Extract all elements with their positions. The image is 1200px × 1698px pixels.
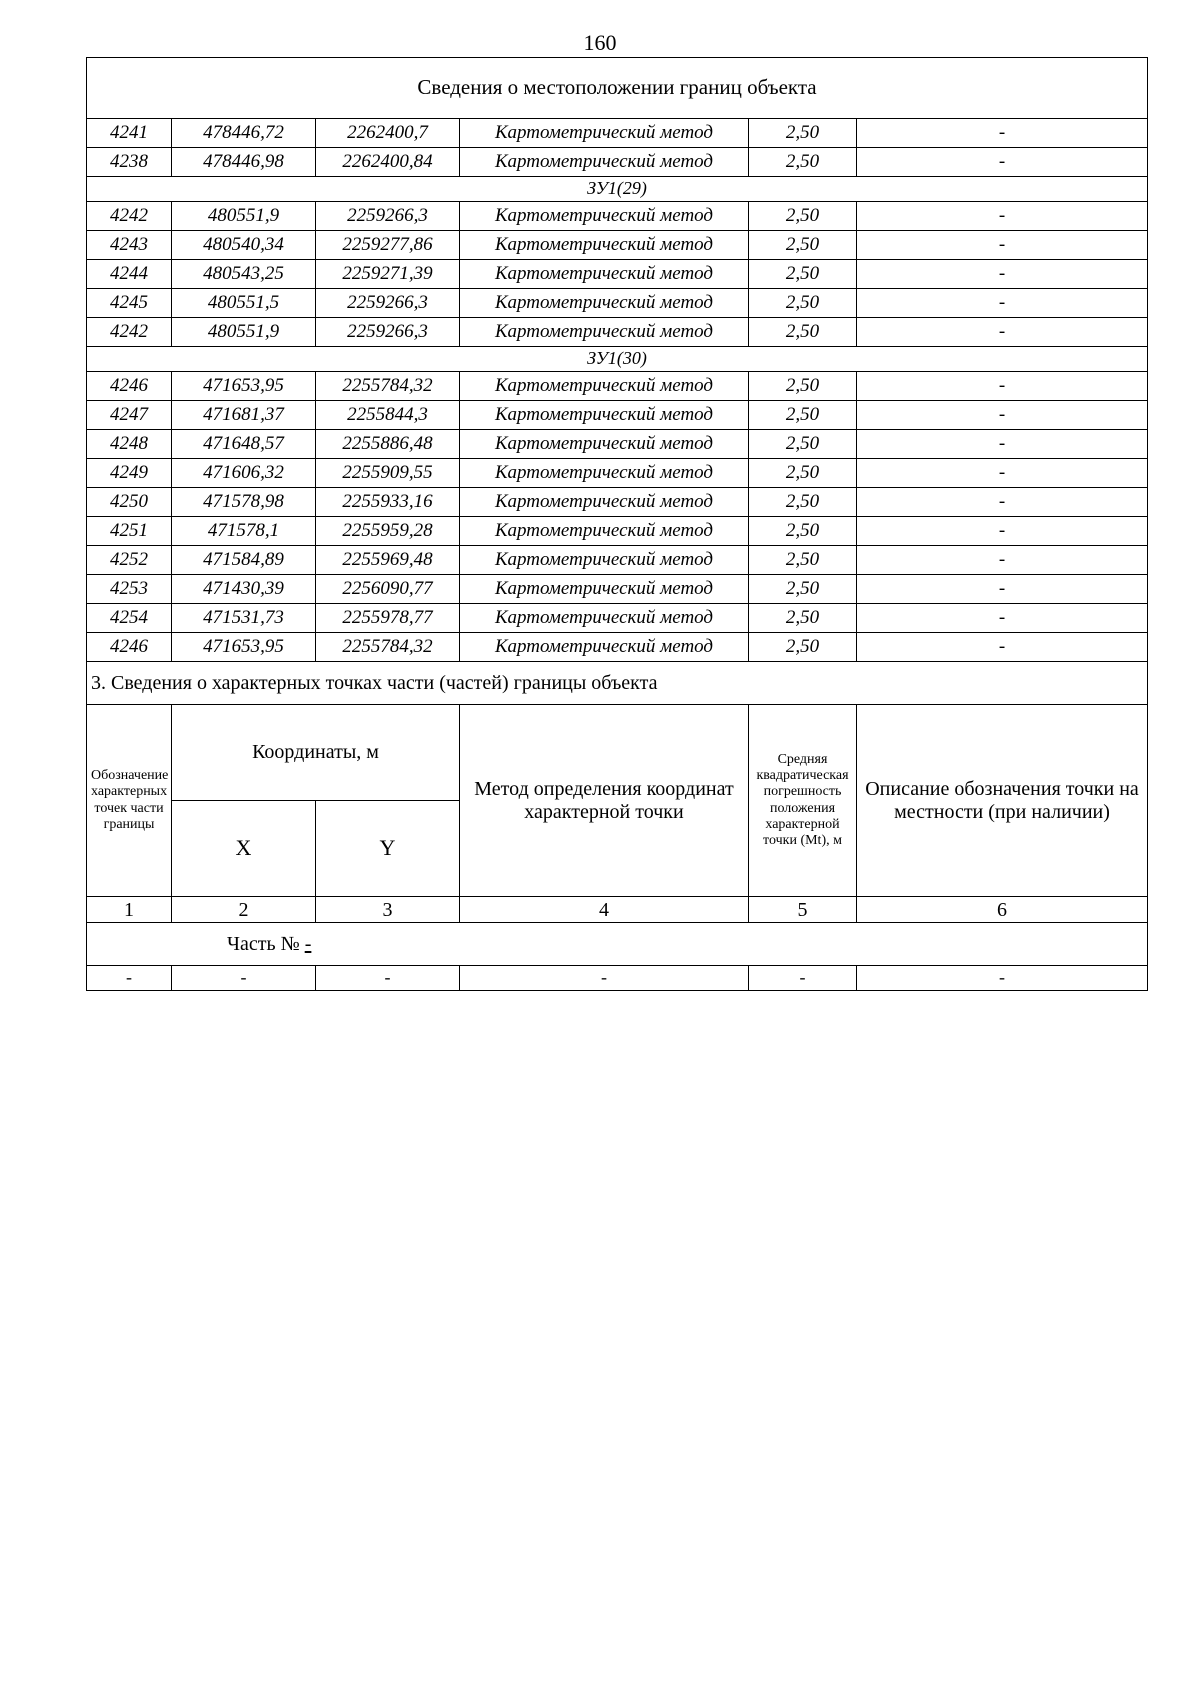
method: Картометрический метод <box>460 148 749 177</box>
method: Картометрический метод <box>460 430 749 459</box>
x-coordinate: 471681,37 <box>172 401 316 430</box>
description: - <box>857 318 1148 347</box>
description: - <box>857 119 1148 148</box>
boundary-table <box>86 57 1148 991</box>
method: Картометрический метод <box>460 604 749 633</box>
error-value: 2,50 <box>749 289 857 318</box>
table-title-row <box>87 58 1148 119</box>
y-coordinate: 2255978,77 <box>316 604 460 633</box>
description: - <box>857 459 1148 488</box>
part-value: - <box>304 933 312 955</box>
section3-title: 3. Сведения о характерных точках части (частей) границы объекта <box>87 662 1148 705</box>
error-value: 2,50 <box>749 148 857 177</box>
x-coordinate: 471430,39 <box>172 575 316 604</box>
error-value: 2,50 <box>749 318 857 347</box>
method: Картометрический метод <box>460 517 749 546</box>
table-title: Сведения о местоположении границ объекта <box>87 58 1148 119</box>
x-coordinate: 471531,73 <box>172 604 316 633</box>
method: Картометрический метод <box>460 575 749 604</box>
section3-title-row <box>87 662 1148 705</box>
error-value: 2,50 <box>749 119 857 148</box>
y-coordinate: 2259266,3 <box>316 202 460 231</box>
column-number: 2 <box>172 897 316 923</box>
method: Картометрический метод <box>460 231 749 260</box>
table-row <box>87 401 1148 430</box>
method: Картометрический метод <box>460 633 749 662</box>
table-row <box>87 633 1148 662</box>
description: - <box>857 546 1148 575</box>
empty-data-row <box>87 966 1148 991</box>
description: - <box>857 289 1148 318</box>
description: - <box>857 260 1148 289</box>
y-coordinate: 2259277,86 <box>316 231 460 260</box>
table-row <box>87 604 1148 633</box>
y-coordinate: 2255909,55 <box>316 459 460 488</box>
method: Картометрический метод <box>460 488 749 517</box>
method: Картометрический метод <box>460 202 749 231</box>
group-label-row <box>87 177 1148 202</box>
column-number: 4 <box>460 897 749 923</box>
y-coordinate: 2259271,39 <box>316 260 460 289</box>
description: - <box>857 401 1148 430</box>
description: - <box>857 372 1148 401</box>
empty-cell: - <box>172 966 316 991</box>
y-coordinate: 2255844,3 <box>316 401 460 430</box>
table-row <box>87 289 1148 318</box>
method: Картометрический метод <box>460 260 749 289</box>
table-row <box>87 260 1148 289</box>
error-value: 2,50 <box>749 430 857 459</box>
x-coordinate: 471606,32 <box>172 459 316 488</box>
point-id: 4241 <box>87 119 172 148</box>
group-label: ЗУ1(30) <box>87 347 1148 372</box>
x-coordinate: 471653,95 <box>172 633 316 662</box>
column-number: 1 <box>87 897 172 923</box>
method: Картометрический метод <box>460 119 749 148</box>
description: - <box>857 517 1148 546</box>
error-value: 2,50 <box>749 517 857 546</box>
method: Картометрический метод <box>460 401 749 430</box>
error-value: 2,50 <box>749 202 857 231</box>
x-coordinate: 478446,98 <box>172 148 316 177</box>
table-row <box>87 546 1148 575</box>
y-coordinate: 2262400,7 <box>316 119 460 148</box>
point-id: 4247 <box>87 401 172 430</box>
x-coordinate: 480551,5 <box>172 289 316 318</box>
method: Картометрический метод <box>460 546 749 575</box>
y-coordinate: 2255886,48 <box>316 430 460 459</box>
point-id: 4238 <box>87 148 172 177</box>
error-value: 2,50 <box>749 231 857 260</box>
point-id: 4250 <box>87 488 172 517</box>
point-id: 4244 <box>87 260 172 289</box>
point-id: 4242 <box>87 318 172 347</box>
column-number: 5 <box>749 897 857 923</box>
error-value: 2,50 <box>749 488 857 517</box>
point-id: 4245 <box>87 289 172 318</box>
y-coordinate: 2256090,77 <box>316 575 460 604</box>
point-id: 4248 <box>87 430 172 459</box>
x-coordinate: 480551,9 <box>172 202 316 231</box>
table-row <box>87 517 1148 546</box>
x-coordinate: 480543,25 <box>172 260 316 289</box>
header-coordinates: Координаты, м <box>172 705 460 801</box>
point-id: 4254 <box>87 604 172 633</box>
error-value: 2,50 <box>749 260 857 289</box>
x-coordinate: 471578,1 <box>172 517 316 546</box>
empty-cell: - <box>749 966 857 991</box>
point-id: 4246 <box>87 633 172 662</box>
table-row <box>87 488 1148 517</box>
group-label-row <box>87 347 1148 372</box>
column-number: 3 <box>316 897 460 923</box>
x-coordinate: 471578,98 <box>172 488 316 517</box>
y-coordinate: 2255784,32 <box>316 633 460 662</box>
table-row <box>87 231 1148 260</box>
page-number: 160 <box>583 30 617 55</box>
y-coordinate: 2255959,28 <box>316 517 460 546</box>
description: - <box>857 148 1148 177</box>
table-row <box>87 430 1148 459</box>
error-value: 2,50 <box>749 604 857 633</box>
description: - <box>857 231 1148 260</box>
header-designation: Обозначение характерных точек части границы <box>87 705 172 897</box>
header-method: Метод определения координат характерной точки <box>460 705 749 897</box>
empty-cell: - <box>87 966 172 991</box>
x-coordinate: 471584,89 <box>172 546 316 575</box>
description: - <box>857 488 1148 517</box>
description: - <box>857 604 1148 633</box>
y-coordinate: 2259266,3 <box>316 318 460 347</box>
description: - <box>857 430 1148 459</box>
point-id: 4243 <box>87 231 172 260</box>
header-error: Средняя квадратическая погрешность положения характерной точки (Mt), м <box>749 705 857 897</box>
y-coordinate: 2262400,84 <box>316 148 460 177</box>
point-id: 4249 <box>87 459 172 488</box>
method: Картометрический метод <box>460 289 749 318</box>
point-id: 4246 <box>87 372 172 401</box>
point-id: 4252 <box>87 546 172 575</box>
error-value: 2,50 <box>749 401 857 430</box>
y-coordinate: 2255784,32 <box>316 372 460 401</box>
part-label: Часть № <box>227 933 300 955</box>
description: - <box>857 202 1148 231</box>
error-value: 2,50 <box>749 575 857 604</box>
part-cell <box>87 923 1148 966</box>
error-value: 2,50 <box>749 372 857 401</box>
point-id: 4242 <box>87 202 172 231</box>
y-coordinate: 2255933,16 <box>316 488 460 517</box>
y-coordinate: 2255969,48 <box>316 546 460 575</box>
x-coordinate: 471648,57 <box>172 430 316 459</box>
empty-cell: - <box>460 966 749 991</box>
x-coordinate: 478446,72 <box>172 119 316 148</box>
point-id: 4253 <box>87 575 172 604</box>
y-coordinate: 2259266,3 <box>316 289 460 318</box>
table-row <box>87 372 1148 401</box>
table-row <box>87 148 1148 177</box>
part-row <box>87 923 1148 966</box>
method: Картометрический метод <box>460 459 749 488</box>
error-value: 2,50 <box>749 633 857 662</box>
header-y: Y <box>316 801 460 897</box>
error-value: 2,50 <box>749 546 857 575</box>
point-id: 4251 <box>87 517 172 546</box>
method: Картометрический метод <box>460 318 749 347</box>
x-coordinate: 471653,95 <box>172 372 316 401</box>
column-numbers-row <box>87 897 1148 923</box>
x-coordinate: 480551,9 <box>172 318 316 347</box>
table-row <box>87 318 1148 347</box>
header-x: X <box>172 801 316 897</box>
method: Картометрический метод <box>460 372 749 401</box>
description: - <box>857 633 1148 662</box>
column-number: 6 <box>857 897 1148 923</box>
error-value: 2,50 <box>749 459 857 488</box>
table-row <box>87 459 1148 488</box>
section3-header-row-1 <box>87 705 1148 801</box>
table-row <box>87 575 1148 604</box>
x-coordinate: 480540,34 <box>172 231 316 260</box>
table-row <box>87 119 1148 148</box>
header-description: Описание обозначения точки на местности (при наличии) <box>857 705 1148 897</box>
table-row <box>87 202 1148 231</box>
description: - <box>857 575 1148 604</box>
empty-cell: - <box>316 966 460 991</box>
group-label: ЗУ1(29) <box>87 177 1148 202</box>
empty-cell: - <box>857 966 1148 991</box>
